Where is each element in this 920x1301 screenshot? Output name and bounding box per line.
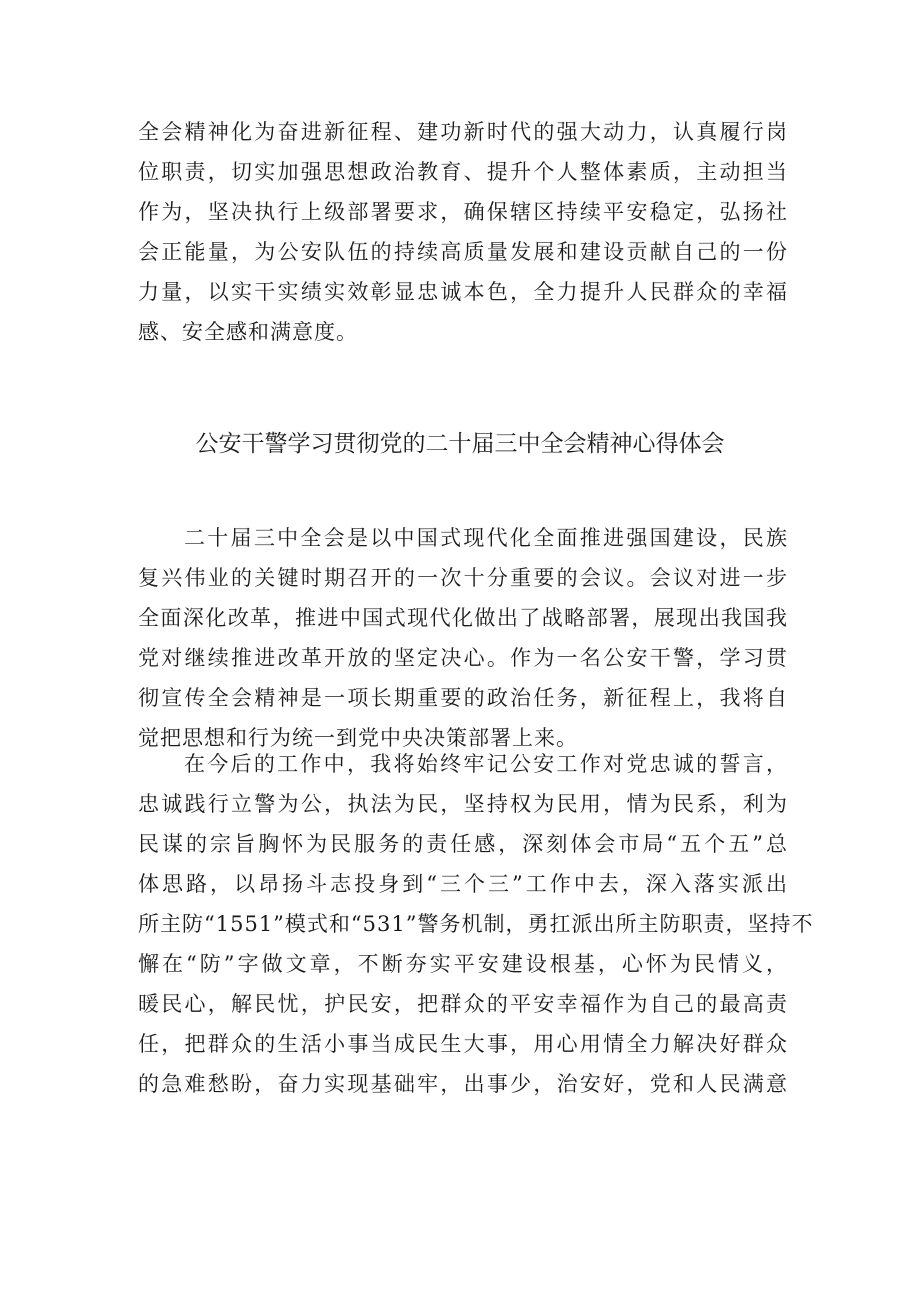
text-line: 位职责，切实加强思想政治教育、提升个人整体素质，主动担当: [138, 160, 788, 184]
text-line: 全会精神化为奋进新征程、建功新时代的强大动力，认真履行岗: [138, 120, 788, 144]
document-title: 公安干警学习贯彻党的二十届三中全会精神心得体会: [195, 431, 725, 457]
title-container: [0, 424, 920, 464]
text-line: 全面深化改革，推进中国式现代化做出了战略部署，展现出我国我: [138, 606, 788, 630]
text-line: 复兴伟业的关键时期召开的一次十分重要的会议。会议对进一步: [138, 566, 788, 590]
text-line: 所主防“1551”模式和“531”警务机制，勇扛派出所主防职责，坚持不: [138, 912, 814, 936]
text-line: 觉把思想和行为统一到党中央决策部署上来。: [138, 726, 578, 750]
text-line: 作为，坚决执行上级部署要求，确保辖区持续平安稳定，弘扬社: [138, 200, 788, 224]
text-line: 力量，以实干实绩实效彰显忠诚本色，全力提升人民群众的幸福: [138, 280, 788, 304]
text-line: 会正能量，为公安队伍的持续高质量发展和建设贡献自己的一份: [138, 240, 788, 264]
text-line: 的急难愁盼，奋力实现基础牢，出事少，治安好，党和人民满意: [138, 1072, 788, 1096]
body-paragraph-1: [138, 518, 788, 758]
text-line: 民谋的宗旨胸怀为民服务的责任感，深刻体会市局“五个五”总: [138, 832, 788, 856]
text-line: 在今后的工作中，我将始终牢记公安工作对党忠诚的誓言，: [184, 752, 788, 776]
text-line: 懈在“防”字做文章，不断夯实平安建设根基，心怀为民情义，: [138, 952, 788, 976]
text-line: 忠诚践行立警为公，执法为民，坚持权为民用，情为民系，利为: [138, 792, 788, 816]
text-line: 彻宣传全会精神是一项长期重要的政治任务，新征程上，我将自: [138, 686, 788, 710]
text-line: 暖民心，解民忧，护民安，把群众的平安幸福作为自己的最高责: [138, 992, 788, 1016]
text-line: 感、安全感和满意度。: [138, 320, 358, 344]
body-paragraph-2: [138, 744, 814, 1104]
continued-paragraph: [138, 112, 788, 352]
text-line: 任，把群众的生活小事当成民生大事，用心用情全力解决好群众: [138, 1032, 788, 1056]
text-line: 二十届三中全会是以中国式现代化全面推进强国建设，民族: [184, 526, 788, 550]
text-line: 体思路，以昂扬斗志投身到“三个三”工作中去，深入落实派出: [138, 872, 788, 896]
text-line: 党对继续推进改革开放的坚定决心。作为一名公安干警，学习贯: [138, 646, 788, 670]
